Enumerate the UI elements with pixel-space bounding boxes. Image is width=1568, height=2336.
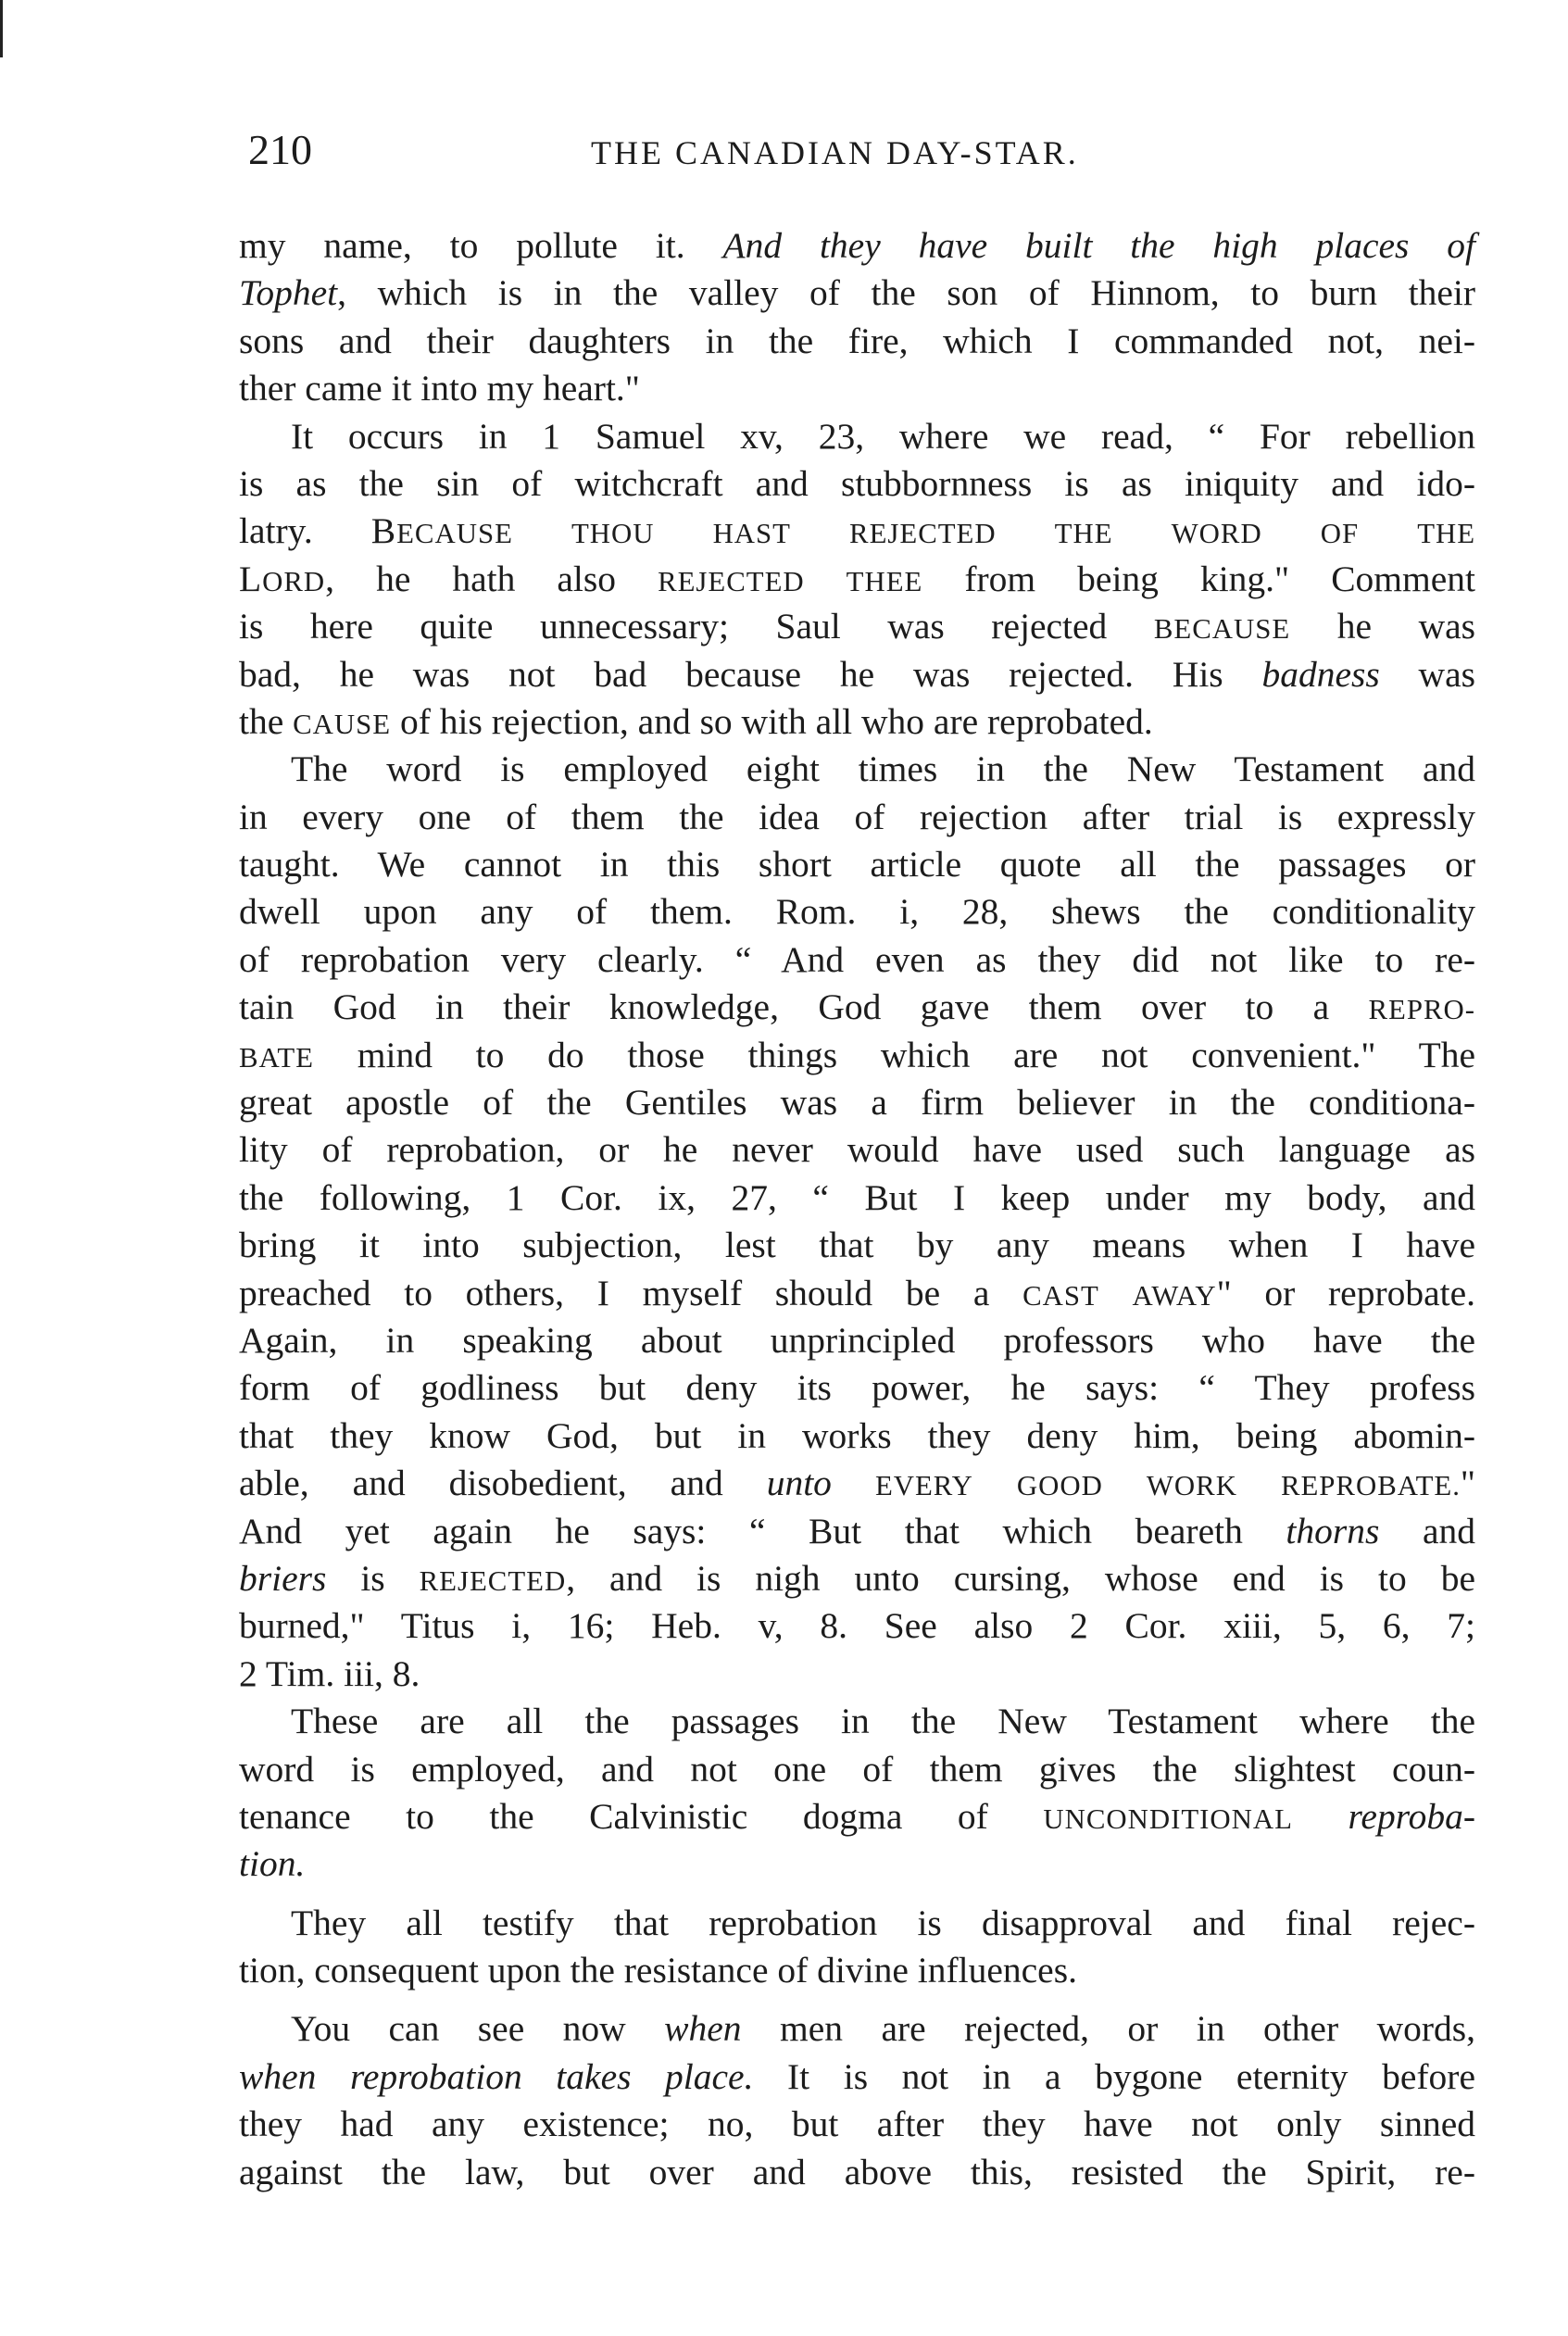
text-line: is as the sin of witchcraft and stubbornness is as iniquity and ido-	[239, 462, 1475, 504]
italic-text: when reprobation takes place.	[239, 2055, 754, 2097]
small-caps-text: UNCONDITIONAL	[1043, 1802, 1293, 1835]
text-line: sons and their daughters in the fire, which I commanded not, nei-	[239, 320, 1475, 361]
italic-text: badness	[1261, 653, 1380, 695]
text-line: form of godliness but deny its power, he says: “ They profess	[239, 1367, 1475, 1409]
text-line: Tophet, which is in the valley of the son of Hinnom, to burn their	[239, 272, 1475, 314]
italic-text: And they have built the high places of	[722, 225, 1475, 266]
text-line: the following, 1 Cor. ix, 27, “ But I keep under my body, and	[239, 1176, 1475, 1218]
text-line: tion, consequent upon the resistance of divine influences.	[239, 1950, 1077, 1991]
italic-text: briers	[239, 1557, 327, 1599]
small-caps-text: REJECTED	[419, 1564, 567, 1597]
italic-text: unto	[766, 1463, 832, 1504]
text-line: briers is REJECTED, and is nigh unto cursing, whose end is to be	[239, 1557, 1475, 1599]
paragraph-gap	[239, 1994, 1475, 2005]
italic-text: when	[664, 2008, 742, 2050]
text-line: word is employed, and not one of them gives the slightest coun-	[239, 1748, 1475, 1790]
italic-text: reproba-	[1348, 1795, 1476, 1837]
paragraph-gap	[239, 1889, 1475, 1900]
small-caps-text: REPRO-	[1368, 994, 1475, 1026]
italic-text: thorns	[1286, 1510, 1380, 1551]
text-line: dwell upon any of them. Rom. i, 28, shews the conditionality	[239, 891, 1475, 933]
running-title: THE CANADIAN DAY-STAR.	[591, 134, 1079, 171]
text-line: ther came it into my heart."	[239, 368, 640, 409]
text-line: LORD, he hath also REJECTED THEE from being king." Comment	[239, 558, 1475, 599]
text-line: they had any existence; no, but after they have not only sinned	[239, 2104, 1475, 2145]
text-line: my name, to pollute it. And they have built the high places of	[239, 225, 1475, 266]
text-line: latry. BECAUSE THOU HAST REJECTED THE WORD OF THE	[239, 510, 1476, 552]
text-line: BATE mind to do those things which are not convenient." The	[239, 1034, 1475, 1075]
text-line: They all testify that reprobation is disapproval and final rejec-	[291, 1902, 1475, 1943]
text-line: These are all the passages in the New Testament where the	[291, 1701, 1475, 1742]
text-line: is here quite unnecessary; Saul was rejected BECAUSE he was	[239, 606, 1475, 647]
text-line: It occurs in 1 Samuel xv, 23, where we read, “ For rebellion	[291, 415, 1475, 457]
text-line	[239, 1840, 1475, 1888]
page-number: 210	[248, 126, 312, 173]
page-header	[239, 122, 1475, 178]
text-line: Again, in speaking about unprincipled professors who have the	[239, 1319, 1475, 1361]
italic-text: Tophet	[239, 272, 338, 314]
small-caps-text: BATE	[239, 1041, 314, 1074]
text-line: taught. We cannot in this short article quote all the passages or	[239, 844, 1475, 885]
text-line: when reprobation takes place. It is not in a bygone eternity before	[239, 2055, 1475, 2097]
text-line: tenance to the Calvinistic dogma of UNCONDITIONAL reproba-	[239, 1795, 1476, 1837]
text-line: 2 Tim. iii, 8.	[239, 1652, 420, 1694]
text-line: the CAUSE of his rejection, and so with all who are reprobated.	[239, 700, 1153, 742]
text-line: tain God in their knowledge, God gave them over to a REPRO-	[239, 986, 1475, 1028]
text-line: And yet again he says: “ But that which beareth thorns and	[239, 1510, 1475, 1551]
italic-text: tion.	[239, 1843, 306, 1885]
text-line: preached to others, I myself should be a CAST AWAY" or reprobate.	[239, 1272, 1476, 1313]
text-line: bring it into subjection, lest that by any means when I have	[239, 1225, 1475, 1266]
body-text	[239, 222, 1475, 2196]
text-line: in every one of them the idea of rejection after trial is expressly	[239, 796, 1475, 837]
small-caps-text: LORD	[239, 558, 326, 599]
small-caps-text: REJECTED THEE	[658, 565, 923, 597]
text-line: lity of reprobation, or he never would have used such language as	[239, 1129, 1475, 1171]
small-caps-text: CAST AWAY	[1022, 1279, 1217, 1312]
text-line: burned," Titus i, 16; Heb. v, 8. See also 2 Cor. xiii, 5, 6, 7;	[239, 1605, 1475, 1647]
small-caps-text: BECAUSE	[1153, 613, 1291, 646]
page-edge-mark	[0, 0, 3, 57]
small-caps-text: BECAUSE THOU HAST REJECTED THE WORD OF THE	[370, 510, 1476, 552]
text-line: that they know God, but in works they deny him, being abomin-	[239, 1414, 1475, 1456]
text-line: great apostle of the Gentiles was a firm believer in the conditiona-	[239, 1082, 1475, 1124]
text-line: of reprobation very clearly. “ And even as they did not like to re-	[239, 938, 1475, 980]
text-line: You can see now when men are rejected, or in other words,	[291, 2008, 1475, 2050]
text-line: The word is employed eight times in the New Testament and	[291, 748, 1475, 790]
text-line: bad, he was not bad because he was rejected. His badness was	[239, 653, 1475, 695]
small-caps-text: EVERY GOOD WORK REPROBATE.	[874, 1470, 1461, 1502]
text-line: able, and disobedient, and unto EVERY GOOD WORK REPROBATE."	[239, 1463, 1476, 1504]
text-line: against the law, but over and above this, resisted the Spirit, re-	[239, 2151, 1475, 2192]
small-caps-text: CAUSE	[293, 708, 392, 740]
